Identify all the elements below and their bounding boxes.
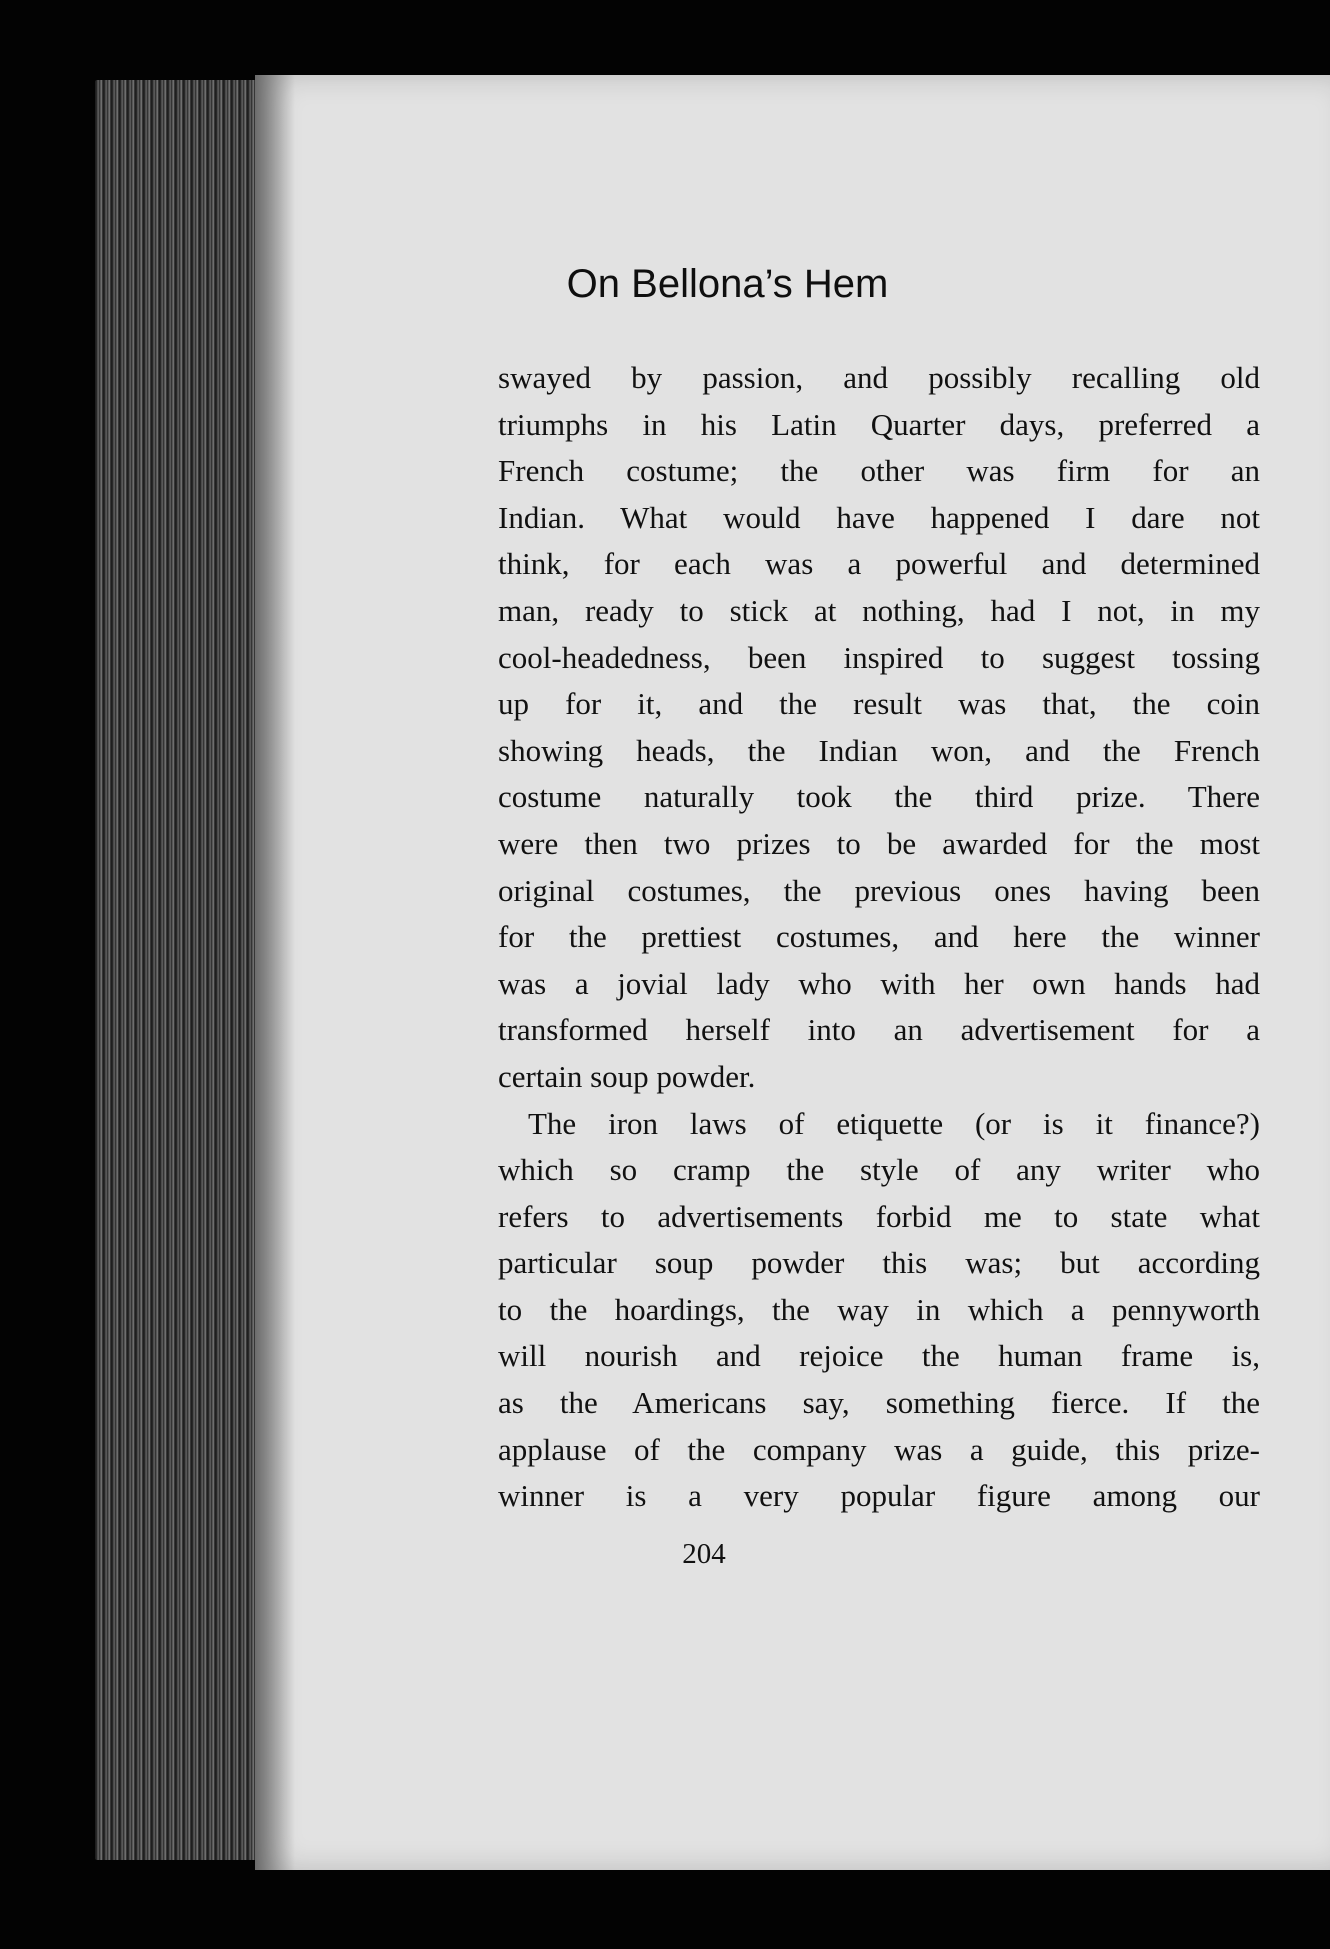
text-line: swayed by passion, and possibly recalling old [498,360,1260,395]
text-line: as the Americans say, something fierce. If the [498,1385,1260,1421]
text-line: certain soup powder. [498,1058,756,1094]
text-line: refers to advertisements forbid me to state what [498,1198,1260,1234]
page-text [498,355,1260,1520]
text-line: to the hoardings, the way in which a pennyworth [498,1291,1260,1327]
text-line: which so cramp the style of any writer who [498,1152,1260,1188]
text-line: The iron laws of etiquette (or is it finance?) [528,1105,1260,1141]
text-line: will nourish and rejoice the human frame is, [498,1338,1260,1374]
text-line: triumphs in his Latin Quarter days, preferred a [498,406,1260,442]
text-line: were then two prizes to be awarded for the most [498,825,1260,861]
text-line: up for it, and the result was that, the coin [498,686,1260,722]
text-line: costume naturally took the third prize. There [498,779,1260,815]
text-line: Indian. What would have happened I dare not [498,499,1260,535]
text-line: for the prettiest costumes, and here the winner [498,919,1260,955]
text-line: particular soup powder this was; but according [498,1245,1260,1281]
text-line: French costume; the other was firm for an [498,453,1260,489]
page-gutter-shadow [255,75,295,1870]
text-line: applause of the company was a guide, this prize- [498,1431,1260,1467]
text-line: showing heads, the Indian won, and the French [498,732,1260,768]
page-number: 204 [682,1538,726,1570]
running-header: On Bellona’s Hem [566,262,889,306]
text-line: original costumes, the previous ones having been [498,872,1260,908]
text-line: think, for each was a powerful and determined [498,546,1260,582]
text-line: winner is a very popular figure among our [498,1478,1260,1514]
text-line: cool-headedness, been inspired to suggest tossing [498,639,1260,675]
text-line: man, ready to stick at nothing, had I not, in my [498,592,1260,628]
text-line: was a jovial lady who with her own hands had [498,965,1260,1001]
text-line: transformed herself into an advertisement for a [498,1012,1260,1048]
